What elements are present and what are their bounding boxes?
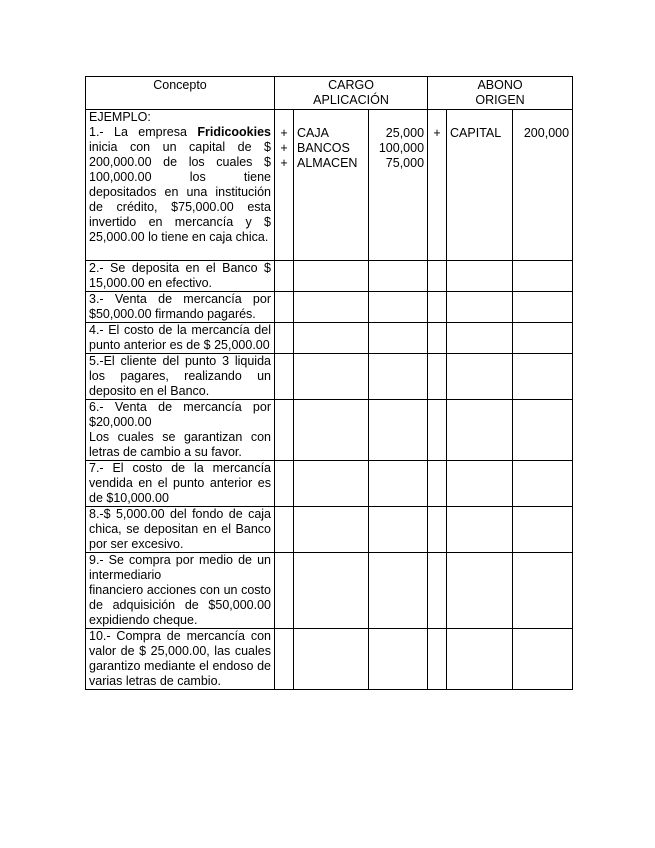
empty-entry-cell[interactable]: [447, 507, 513, 553]
exercise-row: [86, 354, 573, 400]
cargo-amounts: 25,000 100,000 75,000: [369, 110, 428, 261]
empty-entry-cell[interactable]: [275, 629, 294, 690]
exercise-concept: 4.- El costo de la mercancía del punto anterior es de $ 25,000.00: [86, 323, 275, 354]
exercise-row: [86, 553, 573, 629]
cargo-header: CARGO APLICACIÓN: [275, 77, 428, 110]
exercise-row: [86, 461, 573, 507]
exercise-row: [86, 400, 573, 461]
abono-header: ABONO ORIGEN: [428, 77, 573, 110]
exercise-row: [86, 292, 573, 323]
exercise-row: [86, 323, 573, 354]
exercise-row: [86, 507, 573, 553]
empty-entry-cell[interactable]: [275, 461, 294, 507]
empty-entry-cell[interactable]: [428, 292, 447, 323]
empty-entry-cell[interactable]: [513, 292, 573, 323]
empty-entry-cell[interactable]: [513, 323, 573, 354]
cargo-signs: + + +: [275, 110, 294, 261]
empty-entry-cell[interactable]: [447, 553, 513, 629]
empty-entry-cell[interactable]: [369, 400, 428, 461]
header-row: [86, 77, 573, 110]
cargo-accounts: CAJA BANCOS ALMACEN: [294, 110, 369, 261]
exercise-concept: 10.- Compra de mercancía con valor de $ 25,000.00, las cuales garantizo mediante el endoso de varias letras de cambio.: [86, 629, 275, 690]
empty-entry-cell[interactable]: [369, 292, 428, 323]
empty-entry-cell[interactable]: [513, 354, 573, 400]
exercise-concept: 3.- Venta de mercancía por $50,000.00 firmando pagarés.: [86, 292, 275, 323]
abono-amounts: 200,000: [513, 110, 573, 261]
empty-entry-cell[interactable]: [513, 261, 573, 292]
example-heading: EJEMPLO:: [89, 110, 151, 124]
abono-accounts: CAPITAL: [447, 110, 513, 261]
empty-entry-cell[interactable]: [447, 629, 513, 690]
accounting-table: [85, 76, 573, 690]
empty-entry-cell[interactable]: [294, 553, 369, 629]
empty-entry-cell[interactable]: [369, 261, 428, 292]
example-concept: EJEMPLO: 1.- La empresa Fridicookies inicia con un capital de $ 200,000.00 de los cuales $ 100,000.00 los tiene depositados en una institución de crédito, $75,000.00 esta invertido en mercancía y $ 25,000.00 lo tiene en caja chica.: [86, 110, 275, 261]
exercise-row: [86, 261, 573, 292]
exercise-concept: 2.- Se deposita en el Banco $ 15,000.00 en efectivo.: [86, 261, 275, 292]
empty-entry-cell[interactable]: [294, 323, 369, 354]
empty-entry-cell[interactable]: [513, 629, 573, 690]
empty-entry-cell[interactable]: [369, 507, 428, 553]
empty-entry-cell[interactable]: [428, 323, 447, 354]
empty-entry-cell[interactable]: [428, 461, 447, 507]
exercise-concept: 5.-El cliente del punto 3 liquida los pagares, realizando un deposito en el Banco.: [86, 354, 275, 400]
empty-entry-cell[interactable]: [369, 354, 428, 400]
empty-entry-cell[interactable]: [428, 400, 447, 461]
empty-entry-cell[interactable]: [294, 292, 369, 323]
empty-entry-cell[interactable]: [275, 553, 294, 629]
empty-entry-cell[interactable]: [428, 507, 447, 553]
empty-entry-cell[interactable]: [447, 292, 513, 323]
empty-entry-cell[interactable]: [447, 461, 513, 507]
empty-entry-cell[interactable]: [369, 461, 428, 507]
empty-entry-cell[interactable]: [294, 354, 369, 400]
empty-entry-cell[interactable]: [369, 629, 428, 690]
empty-entry-cell[interactable]: [447, 261, 513, 292]
company-name: Fridicookies: [197, 125, 271, 139]
empty-entry-cell[interactable]: [447, 400, 513, 461]
exercise-concept: 6.- Venta de mercancía por $20,000.00 Los cuales se garantizan con letras de cambio a su favor.: [86, 400, 275, 461]
empty-entry-cell[interactable]: [294, 507, 369, 553]
empty-entry-cell[interactable]: [428, 629, 447, 690]
empty-entry-cell[interactable]: [428, 553, 447, 629]
example-row: [86, 110, 573, 261]
empty-entry-cell[interactable]: [294, 400, 369, 461]
empty-entry-cell[interactable]: [369, 323, 428, 354]
empty-entry-cell[interactable]: [294, 461, 369, 507]
abono-signs: +: [428, 110, 447, 261]
empty-entry-cell[interactable]: [513, 507, 573, 553]
exercise-concept: 9.- Se compra por medio de un intermediario financiero acciones con un costo de adquisición de $50,000.00 expidiendo cheque.: [86, 553, 275, 629]
empty-entry-cell[interactable]: [275, 292, 294, 323]
empty-entry-cell[interactable]: [447, 323, 513, 354]
empty-entry-cell[interactable]: [513, 553, 573, 629]
empty-entry-cell[interactable]: [275, 400, 294, 461]
empty-entry-cell[interactable]: [447, 354, 513, 400]
empty-entry-cell[interactable]: [513, 461, 573, 507]
empty-entry-cell[interactable]: [275, 507, 294, 553]
empty-entry-cell[interactable]: [275, 323, 294, 354]
empty-entry-cell[interactable]: [428, 261, 447, 292]
empty-entry-cell[interactable]: [275, 354, 294, 400]
empty-entry-cell[interactable]: [294, 629, 369, 690]
empty-entry-cell[interactable]: [369, 553, 428, 629]
exercise-concept: 7.- El costo de la mercancía vendida en el punto anterior es de $10,000.00: [86, 461, 275, 507]
empty-entry-cell[interactable]: [513, 400, 573, 461]
empty-entry-cell[interactable]: [428, 354, 447, 400]
concepto-header: Concepto: [86, 77, 275, 110]
exercise-row: [86, 629, 573, 690]
empty-entry-cell[interactable]: [275, 261, 294, 292]
exercise-concept: 8.-$ 5,000.00 del fondo de caja chica, se depositan en el Banco por ser excesivo.: [86, 507, 275, 553]
empty-entry-cell[interactable]: [294, 261, 369, 292]
